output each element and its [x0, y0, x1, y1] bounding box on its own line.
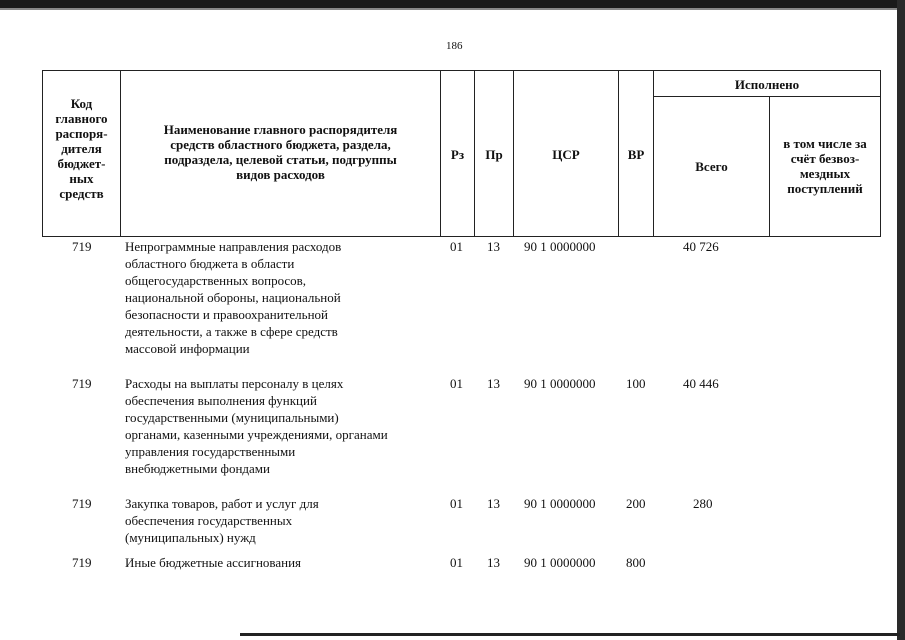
row-pr: 13 — [487, 239, 500, 254]
page-number: 186 — [446, 40, 463, 52]
row-description: Расходы на выплаты персоналу в целях обеспечения выполнения функций государственными (муниципальными) органами, казенными учреждениями, органами управления государственными внебюджетными фондами — [125, 376, 388, 476]
row-description: Иные бюджетные ассигнования — [125, 555, 302, 570]
row-pr: 13 — [487, 376, 500, 391]
header-bottom-border — [42, 236, 881, 237]
scan-bottom-line — [240, 633, 900, 636]
header-pr: Пр — [485, 147, 503, 162]
header-top-border — [42, 70, 881, 71]
scan-right-border — [897, 0, 905, 640]
row-rz: 01 — [450, 496, 463, 511]
row-code: 719 — [72, 239, 92, 254]
row-total: 40 726 — [683, 239, 719, 254]
header-name: Наименование главного распорядителя средств областного бюджета, раздела, подраздела, целевой статьи, подгруппы видов расходов — [163, 122, 398, 182]
row-code: 719 — [72, 555, 92, 570]
row-rz: 01 — [450, 555, 463, 570]
row-csr: 90 1 0000000 — [524, 555, 596, 570]
row-csr: 90 1 0000000 — [524, 376, 596, 391]
header-vr: ВР — [627, 147, 645, 162]
row-total: 40 446 — [683, 376, 719, 391]
row-total: 280 — [693, 496, 713, 511]
row-pr: 13 — [487, 555, 500, 570]
header-total: Всего — [695, 159, 728, 174]
header-incl-grants: в том числе за счёт безвоз- мездных поступлений — [783, 136, 867, 196]
executed-divider — [653, 96, 881, 97]
header-csr: ЦСР — [552, 147, 580, 162]
row-csr: 90 1 0000000 — [524, 239, 596, 254]
row-vr: 800 — [626, 555, 646, 570]
row-code: 719 — [72, 376, 92, 391]
scan-top-border — [0, 0, 905, 8]
header-executed: Исполнено — [734, 77, 800, 92]
row-pr: 13 — [487, 496, 500, 511]
row-vr: 100 — [626, 376, 646, 391]
col-border-8 — [880, 70, 881, 237]
row-csr: 90 1 0000000 — [524, 496, 596, 511]
col-border-6 — [653, 70, 654, 237]
row-vr: 200 — [626, 496, 646, 511]
scan-top-shadow — [0, 8, 905, 10]
row-rz: 01 — [450, 376, 463, 391]
row-description: Закупка товаров, работ и услуг для обеспечения государственных (муниципальных) нужд — [125, 496, 319, 545]
row-description: Непрограммные направления расходов областного бюджета в области общегосударственных вопросов, национальной обороны, национальной безопасности и правоохранительной деятельности, а также в сфере средств массовой информации — [125, 239, 342, 356]
header-code: Код главного распоря- дителя бюджет- ных средств — [55, 96, 108, 201]
row-code: 719 — [72, 496, 92, 511]
header-rz: Рз — [450, 147, 465, 162]
row-rz: 01 — [450, 239, 463, 254]
